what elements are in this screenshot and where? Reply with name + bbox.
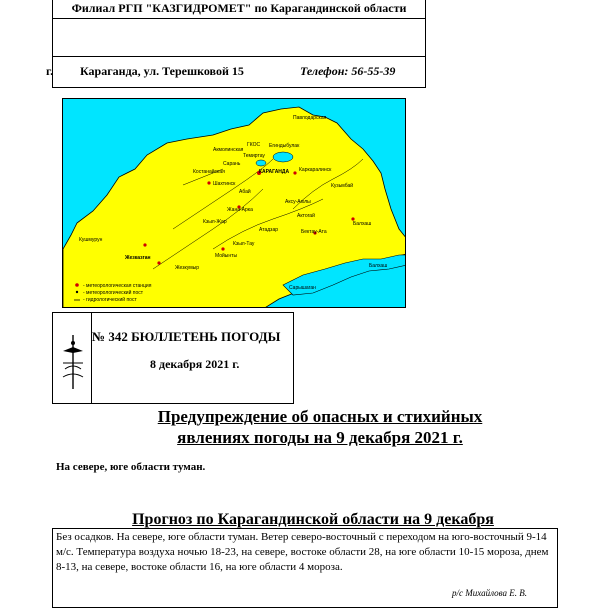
label-moyynty: Мойынты	[215, 253, 238, 259]
bulletin-title: № 342 БЮЛЛЕТЕНЬ ПОГОДЫ	[92, 329, 281, 344]
label-karkaralinsk: Каркаралинск	[299, 167, 332, 173]
label-shahtinsk: Шахтинск	[213, 181, 236, 187]
label-aktogai: Актогай	[297, 213, 315, 219]
warning-title-line2: явлениях погоды на 9 декабря 2021 г.	[177, 428, 463, 447]
station-marker	[157, 261, 160, 264]
legend-item-hydro: - гидрологический пост	[83, 297, 137, 303]
branch-title: Филиал РГП "КАЗГИДРОМЕТ" по Карагандинской области	[53, 0, 425, 19]
warning-text: На севере, юге области туман.	[56, 461, 206, 473]
city-prefix: г.	[46, 64, 54, 78]
legend-item-station: - метеорологическая станция	[83, 283, 152, 289]
label-kuchumbay: Кузьмбай	[331, 183, 354, 189]
label-atadzhar: Атадзар	[259, 227, 279, 233]
label-saran: Сарань	[223, 161, 241, 167]
label-akmola: Акмолинская	[213, 147, 244, 153]
station-marker	[207, 181, 210, 184]
legend-post-marker	[76, 291, 78, 293]
label-kostanay: Костанайская	[193, 169, 225, 175]
label-kzyl-tau: Кзыл-Тау	[233, 241, 255, 247]
label-bektauata: Бектау-Ата	[301, 229, 327, 235]
label-lake-balkhash: Балхаш	[369, 263, 388, 269]
reservoir-shape	[273, 152, 293, 162]
label-zhezkumy: Жезкумыр	[175, 265, 200, 271]
region-map	[62, 98, 406, 308]
address: Караганда, ул. Терешковой 15	[80, 64, 244, 78]
forecast-signature: р/с Михайлова Е. В.	[452, 588, 527, 598]
station-marker	[143, 243, 146, 246]
label-gkos: ГКОС	[247, 142, 261, 148]
label-balkhash: Балхаш	[353, 221, 372, 227]
label-kuzhbazar: Кушмурун	[79, 237, 103, 243]
label-kyzyl-zhar: Кзыл-Жар	[203, 219, 227, 225]
station-marker	[221, 247, 224, 250]
bulletin-divider	[91, 313, 92, 403]
forecast-title: Прогноз по Карагандинской области на 9 декабря	[132, 511, 494, 528]
label-egindybulak: Егиндыбулак	[269, 143, 300, 149]
legend-station-marker	[75, 283, 79, 287]
warning-title-line1: Предупреждение об опасных и стихийных	[157, 407, 483, 426]
label-zhana-arka: Жана-Арка	[227, 207, 253, 213]
map-svg	[63, 99, 406, 308]
bulletin-date: 8 декабря 2021 г.	[150, 357, 240, 371]
reservoir-shape	[256, 160, 266, 166]
label-abay: Абай	[239, 189, 251, 195]
header-empty-row	[53, 18, 425, 57]
label-temirtau: Темиртау	[243, 153, 265, 159]
forecast-text: Без осадков. На севере, юге области туман. Ветер северо-восточный с переходом на юго-восточный 9-14 м/с. Температура воздуха ночью 18-23, на севере, востоке области 28, на юге области 10-15 мороза, днем 8-13, на севере, востоке области 16, на юге области 4 мороза.	[56, 531, 549, 573]
legend-item-post: - метеорологический пост	[83, 290, 144, 296]
label-karaganda: КАРАГАНДА	[259, 169, 290, 175]
weathervane-icon	[59, 333, 87, 393]
label-pavlodar: Павлодарская	[293, 115, 327, 121]
station-marker	[293, 171, 296, 174]
label-aksu-ayuly: Аксу-Аюлы	[285, 199, 311, 205]
label-zhezkazgan: Жезказган	[125, 255, 151, 261]
phone: Телефон: 56-55-39	[300, 64, 396, 78]
label-sary-shagan: Сарышаган	[289, 285, 316, 291]
